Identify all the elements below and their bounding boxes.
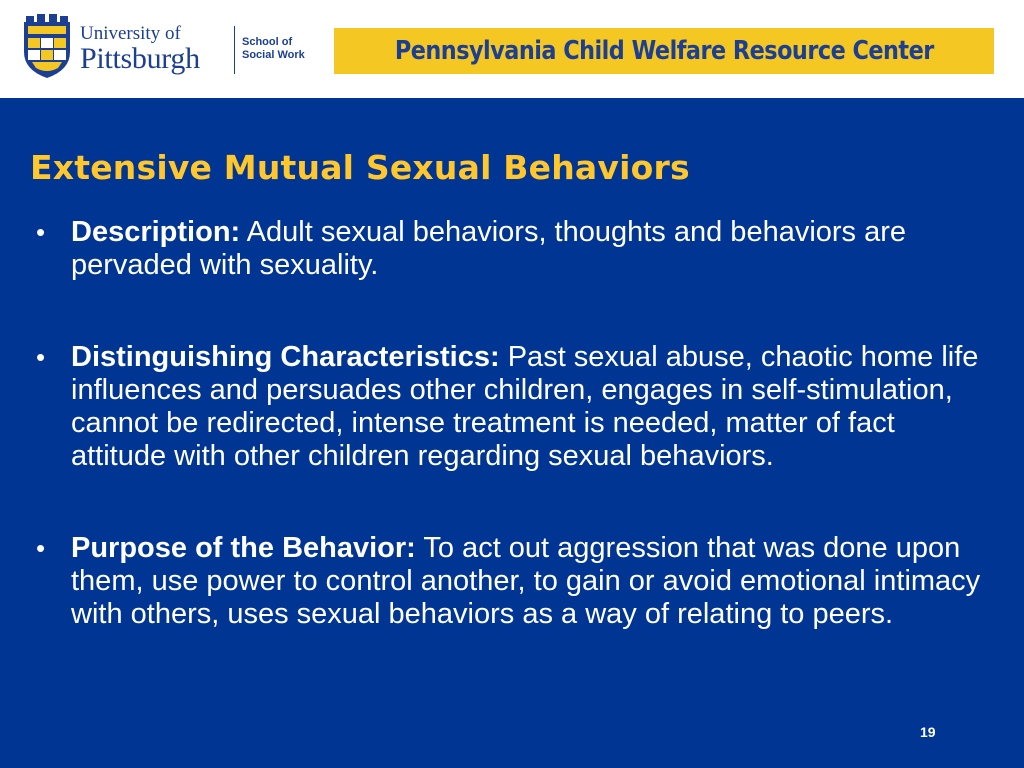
school-name [242, 36, 312, 62]
bullet-term: Purpose of the Behavior: [71, 532, 416, 564]
bullet-item [36, 216, 996, 282]
bullet-term: Distinguishing Characteristics: [71, 341, 500, 373]
university-logo [22, 14, 312, 84]
university-wordmark [80, 24, 200, 74]
banner-text: Pennsylvania Child Welfare Resource Center [394, 36, 934, 66]
page-number: 19 [920, 724, 936, 740]
slide-title: Extensive Mutual Sexual Behaviors [30, 148, 690, 187]
bullet-marker: • [36, 217, 46, 247]
bullet-text: Past sexual abuse, chaotic home life influences and persuades other children, engages in self-stimulation, cannot be redirected, intense treatment is needed, matter of fact attitude with other children regarding sexual behaviors. [71, 341, 979, 472]
university-line: University of [80, 23, 181, 44]
bullet-term: Description: [71, 216, 241, 248]
school-line-2: Social Work [242, 49, 305, 61]
bullet-list [36, 216, 996, 631]
bullet-marker: • [36, 342, 46, 372]
bullet-text: To act out aggression that was done upon them, use power to control another, to gain or avoid emotional intimacy with others, uses sexual behaviors as a way of relating to peers. [71, 532, 981, 630]
resource-center-banner [334, 28, 994, 74]
shield-icon [22, 14, 72, 80]
school-line-1: School of [242, 36, 293, 48]
header-bar [0, 0, 1024, 98]
bullet-item [36, 341, 996, 473]
university-name: Pittsburgh [80, 42, 200, 75]
logo-divider [234, 26, 235, 74]
bullet-item [36, 532, 996, 631]
bullet-marker: • [36, 533, 46, 563]
bullet-text: Adult sexual behaviors, thoughts and behaviors are pervaded with sexuality. [71, 216, 907, 281]
